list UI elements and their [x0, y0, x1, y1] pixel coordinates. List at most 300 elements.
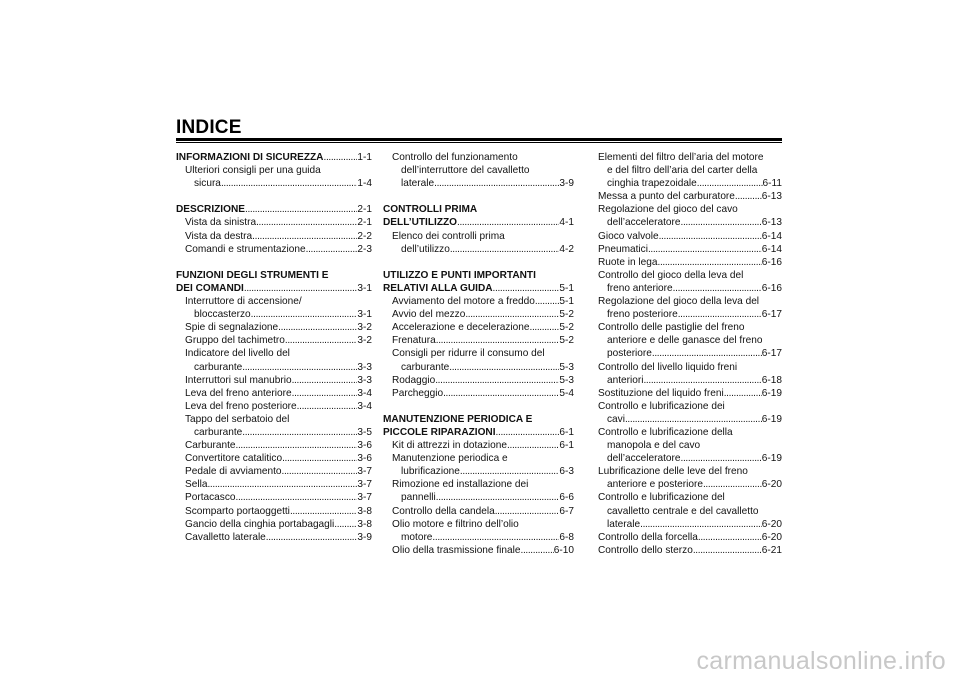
- toc-entry[interactable]: [383, 505, 574, 518]
- dot-leader: [507, 439, 559, 452]
- page-number: 6-20: [761, 479, 782, 491]
- page-number: 6-13: [761, 191, 782, 203]
- page-number: 6-21: [761, 544, 782, 556]
- dot-leader: [236, 491, 358, 504]
- toc-entry[interactable]: [598, 203, 782, 229]
- toc-entry[interactable]: [176, 347, 372, 373]
- toc-entry-text: cavalletto centrale e del cavalletto: [607, 505, 759, 517]
- toc-entry[interactable]: [383, 203, 574, 229]
- toc-entry-text: anteriore e delle ganasce del freno: [607, 335, 763, 347]
- toc-line: [598, 361, 782, 374]
- toc-line: [383, 164, 574, 177]
- toc-entry-text: Olio della trasmissione finale: [392, 544, 521, 556]
- dot-leader: [245, 203, 357, 216]
- toc-entry-text: Leva del freno posteriore: [185, 400, 297, 412]
- toc-entry[interactable]: [176, 505, 372, 518]
- toc-entry[interactable]: [598, 190, 782, 203]
- toc-line: [176, 439, 372, 452]
- dot-leader: [334, 518, 357, 531]
- toc-entry-text: Indicatore del livello del: [185, 348, 290, 360]
- page-number: 5-4: [559, 387, 574, 399]
- page-number: 6-3: [559, 466, 574, 478]
- toc-line: [383, 491, 574, 504]
- dot-leader: [450, 243, 560, 256]
- toc-entry[interactable]: [176, 151, 372, 164]
- toc-entry[interactable]: [383, 518, 574, 544]
- toc-line: [598, 151, 782, 164]
- toc-entry[interactable]: [176, 321, 372, 334]
- dot-leader: [436, 491, 560, 504]
- page-number: 6-10: [553, 544, 574, 556]
- page-number: 1-1: [357, 152, 372, 163]
- toc-entry[interactable]: [176, 216, 372, 229]
- toc-entry[interactable]: [383, 478, 574, 504]
- toc-entry-text: Frenatura: [392, 335, 436, 347]
- dot-leader: [292, 374, 358, 387]
- toc-heading-text: INFORMAZIONI DI SICUREZZA: [176, 152, 324, 163]
- toc-line: [598, 269, 782, 282]
- dot-leader: [681, 452, 762, 465]
- section-gap: [383, 400, 574, 413]
- toc-entry-text: Pneumatici: [598, 243, 648, 255]
- toc-entry-text: carburante: [401, 361, 450, 373]
- toc-line: [176, 151, 372, 164]
- toc-line: [383, 177, 574, 190]
- toc-entry[interactable]: [383, 452, 574, 478]
- dot-leader: [282, 452, 357, 465]
- dot-leader: [681, 216, 762, 229]
- toc-entry-text: Kit di attrezzi in dotazione: [392, 440, 508, 452]
- toc-line: [598, 400, 782, 413]
- toc-heading-text: PICCOLE RIPARAZIONI: [383, 426, 496, 438]
- toc-line: [176, 308, 372, 321]
- toc-entry[interactable]: [383, 269, 574, 295]
- toc-line: [598, 216, 782, 229]
- toc-line: [176, 491, 372, 504]
- toc-entry-text: Controllo del funzionamento: [392, 152, 518, 163]
- toc-line: [598, 452, 782, 465]
- dot-leader: [493, 282, 560, 295]
- toc-entry-text: Carburante: [185, 440, 236, 452]
- toc-entry-text: posteriore: [607, 348, 652, 360]
- page-number: 5-2: [559, 335, 574, 347]
- toc-line: [598, 505, 782, 518]
- dot-leader: [735, 190, 762, 203]
- toc-entry-text: Comandi e strumentazione: [185, 243, 306, 255]
- toc-entry-text: Rimozione ed installazione dei: [392, 479, 529, 491]
- toc-entry-text: Vista da destra: [185, 230, 253, 242]
- page-number: 3-9: [357, 531, 372, 543]
- watermark-text: carmanualsonline.info: [696, 647, 946, 675]
- toc-entry[interactable]: [176, 452, 372, 465]
- toc-entry-text: Gancio della cinghia portabagagli: [185, 518, 335, 530]
- page-number: 5-3: [559, 374, 574, 386]
- toc-line: [598, 439, 782, 452]
- toc-entry[interactable]: [598, 387, 782, 400]
- toc-line: [598, 308, 782, 321]
- toc-entry[interactable]: [176, 230, 372, 243]
- toc-entry-text: pannelli: [401, 492, 436, 504]
- toc-entry[interactable]: [176, 478, 372, 491]
- toc-entry[interactable]: [598, 321, 782, 360]
- dot-leader: [252, 230, 357, 243]
- page-number: 3-7: [357, 479, 372, 491]
- dot-leader: [306, 243, 358, 256]
- page-number: 3-7: [357, 492, 372, 504]
- toc-line: [598, 347, 782, 360]
- toc-entry[interactable]: [176, 243, 372, 256]
- toc-entry-text: anteriori: [607, 374, 644, 386]
- page-number: 6-19: [761, 413, 782, 425]
- dot-leader: [673, 282, 762, 295]
- toc-entry[interactable]: [598, 151, 782, 190]
- toc-entry-text: dell’acceleratore: [607, 453, 681, 465]
- toc-entry-text: Gioco valvole: [598, 230, 659, 242]
- page-number: 6-16: [761, 282, 782, 294]
- toc-line: [176, 164, 372, 177]
- toc-entry-text: Cavalletto laterale: [185, 531, 266, 543]
- toc-entry[interactable]: [176, 465, 372, 478]
- toc-line: [176, 387, 372, 400]
- toc-entry[interactable]: [176, 164, 372, 190]
- page-number: 3-4: [357, 400, 372, 412]
- toc-entry-text: Olio motore e filtrino dell’olio: [392, 518, 519, 530]
- toc-entry[interactable]: [598, 295, 782, 321]
- toc-entry-text: Pedale di avviamento: [185, 466, 282, 478]
- toc-line: [383, 230, 574, 243]
- page-number: 6-13: [761, 217, 782, 229]
- toc-entry-text: freno posteriore: [607, 309, 678, 321]
- toc-entry[interactable]: [598, 465, 782, 491]
- page-number: 3-7: [357, 466, 372, 478]
- toc-entry-text: motore: [401, 531, 433, 543]
- toc-entry-text: Portacasco: [185, 492, 236, 504]
- toc-entry[interactable]: [383, 230, 574, 256]
- toc-line: [598, 243, 782, 256]
- dot-leader: [697, 177, 763, 190]
- dot-leader: [244, 282, 358, 295]
- toc-entry-text: Controllo e lubrificazione del: [598, 492, 725, 504]
- toc-entry[interactable]: [176, 518, 372, 531]
- toc-line: [383, 243, 574, 256]
- dot-leader: [643, 374, 761, 387]
- title-rule: [176, 138, 782, 141]
- toc-entry-text: freno anteriore: [607, 282, 673, 294]
- toc-entry[interactable]: [598, 544, 782, 557]
- page-number: 6-19: [761, 453, 782, 465]
- page-number: 3-4: [357, 387, 372, 399]
- dot-leader: [290, 505, 357, 518]
- page-number: 3-1: [357, 309, 372, 321]
- page-number: 3-2: [357, 335, 372, 347]
- page-number: 4-1: [559, 217, 574, 229]
- dot-leader: [659, 230, 762, 243]
- dot-leader: [465, 308, 559, 321]
- toc-entry[interactable]: [176, 439, 372, 452]
- page-number: 6-20: [761, 518, 782, 530]
- dot-leader: [652, 347, 762, 360]
- page-number: 5-1: [559, 282, 574, 294]
- toc-line: [383, 387, 574, 400]
- toc-heading-text: FUNZIONI DEGLI STRUMENTI E: [176, 269, 329, 281]
- toc-entry[interactable]: [598, 400, 782, 426]
- page-number: 3-6: [357, 453, 372, 465]
- toc-entry-text: Lubrificazione delle leve del freno: [598, 466, 748, 478]
- toc-line: [598, 282, 782, 295]
- toc-line: [598, 491, 782, 504]
- dot-leader: [535, 295, 560, 308]
- toc-entry-text: Controllo e lubrificazione dei: [598, 400, 725, 412]
- toc-line: [598, 374, 782, 387]
- toc-entry-text: Manutenzione periodica e: [392, 453, 508, 465]
- toc-entry[interactable]: [598, 531, 782, 544]
- toc-entry[interactable]: [383, 295, 574, 308]
- toc-line: [383, 269, 574, 282]
- dot-leader: [529, 321, 559, 334]
- dot-leader: [625, 413, 762, 426]
- dot-leader: [436, 334, 560, 347]
- toc-entry[interactable]: [176, 374, 372, 387]
- toc-entry-text: Rodaggio: [392, 374, 436, 386]
- dot-leader: [457, 216, 559, 229]
- toc-heading-text: RELATIVI ALLA GUIDA: [383, 282, 493, 294]
- toc-entry[interactable]: [383, 334, 574, 347]
- toc-line: [598, 478, 782, 491]
- toc-entry-text: laterale: [607, 518, 641, 530]
- toc-entry[interactable]: [383, 347, 574, 373]
- toc-entry-text: lubrificazione: [401, 466, 460, 478]
- toc-line: [383, 478, 574, 491]
- toc-entry[interactable]: [383, 321, 574, 334]
- toc-entry[interactable]: [598, 230, 782, 243]
- dot-leader: [282, 465, 358, 478]
- toc-line: [176, 216, 372, 229]
- toc-line: [176, 282, 372, 295]
- dot-leader: [251, 308, 358, 321]
- toc-entry-text: Controllo della forcella: [598, 531, 698, 543]
- dot-leader: [443, 387, 559, 400]
- toc-line: [383, 531, 574, 544]
- toc-entry-text: dell’interruttore del cavalletto: [401, 165, 530, 177]
- page-number: 3-8: [357, 505, 372, 517]
- toc-line: [383, 216, 574, 229]
- page-number: 6-1: [559, 440, 574, 452]
- toc-entry-text: Interruttore di accensione/: [185, 296, 302, 308]
- toc-entry-text: Avvio del mezzo: [392, 309, 466, 321]
- toc-entry-text: Elementi del filtro dell’aria del motore: [598, 152, 764, 163]
- dot-leader: [278, 321, 357, 334]
- toc-entry-text: e del filtro dell’aria del carter della: [607, 165, 758, 177]
- section-gap: [176, 190, 372, 203]
- page-number: 3-2: [357, 322, 372, 334]
- toc-entry[interactable]: [598, 243, 782, 256]
- toc-line: [598, 177, 782, 190]
- toc-entry[interactable]: [176, 269, 372, 295]
- toc-entry[interactable]: [383, 439, 574, 452]
- toc-entry-text: Sostituzione del liquido freni: [598, 387, 724, 399]
- page-number: 3-9: [559, 178, 574, 190]
- toc-line: [176, 452, 372, 465]
- toc-entry-text: anteriore e posteriore: [607, 479, 703, 491]
- toc-line: [383, 151, 574, 164]
- page-number: 2-2: [357, 230, 372, 242]
- toc-line: [598, 256, 782, 269]
- toc-entry-text: Elenco dei controlli prima: [392, 230, 505, 242]
- section-gap: [383, 190, 574, 203]
- toc-entry-text: Regolazione del gioco della leva del: [598, 296, 760, 308]
- page-number: 6-18: [761, 374, 782, 386]
- toc-entry-text: cavi: [607, 413, 625, 425]
- toc-entry-text: Ruote in lega: [598, 256, 658, 268]
- page-number: 6-6: [559, 492, 574, 504]
- toc-entry[interactable]: [176, 491, 372, 504]
- page-number: 2-3: [357, 243, 372, 255]
- dot-leader: [495, 505, 560, 518]
- toc-line: [383, 544, 574, 557]
- toc-entry[interactable]: [176, 531, 372, 544]
- toc-line: [598, 531, 782, 544]
- dot-leader: [242, 426, 357, 439]
- page-number: 6-16: [761, 256, 782, 268]
- page-number: 5-2: [559, 322, 574, 334]
- dot-leader: [693, 544, 762, 557]
- toc-entry[interactable]: [598, 426, 782, 465]
- dot-leader: [256, 216, 357, 229]
- toc-line: [383, 321, 574, 334]
- toc-entry-text: cinghia trapezoidale: [607, 178, 697, 190]
- toc-line: [598, 413, 782, 426]
- toc-entry[interactable]: [176, 203, 372, 216]
- dot-leader: [678, 308, 762, 321]
- toc-entry[interactable]: [176, 387, 372, 400]
- toc-line: [176, 465, 372, 478]
- toc-entry-text: Controllo del livello liquido freni: [598, 361, 738, 373]
- toc-line: [176, 295, 372, 308]
- toc-entry-text: Regolazione del gioco del cavo: [598, 204, 738, 216]
- toc-line: [383, 308, 574, 321]
- page-number: 6-17: [761, 309, 782, 321]
- toc-column-1: [176, 151, 372, 544]
- dot-leader: [432, 531, 559, 544]
- dot-leader: [285, 334, 358, 347]
- toc-entry[interactable]: [598, 256, 782, 269]
- toc-entry[interactable]: [383, 544, 574, 557]
- toc-line: [176, 505, 372, 518]
- dot-leader: [520, 544, 553, 557]
- toc-line: [598, 426, 782, 439]
- page-number: 5-1: [559, 296, 574, 308]
- toc-entry-text: Parcheggio: [392, 387, 444, 399]
- toc-line: [598, 295, 782, 308]
- toc-entry-text: sicura: [194, 178, 221, 190]
- page-number: 6-1: [559, 426, 574, 438]
- toc-line: [598, 465, 782, 478]
- toc-line: [383, 505, 574, 518]
- toc-line: [383, 426, 574, 439]
- toc-entry-text: Vista da sinistra: [185, 217, 257, 229]
- toc-line: [176, 334, 372, 347]
- toc-line: [598, 334, 782, 347]
- toc-line: [598, 190, 782, 203]
- toc-entry-text: Leva del freno anteriore: [185, 387, 292, 399]
- toc-line: [176, 478, 372, 491]
- title-rule-thin: [176, 142, 782, 143]
- toc-entry[interactable]: [383, 387, 574, 400]
- toc-entry[interactable]: [383, 413, 574, 439]
- page-number: 5-2: [559, 309, 574, 321]
- toc-line: [598, 544, 782, 557]
- toc-entry-text: Controllo della candela: [392, 505, 495, 517]
- dot-leader: [648, 243, 762, 256]
- toc-line: [176, 347, 372, 360]
- toc-line: [598, 321, 782, 334]
- toc-entry-text: Interruttori sul manubrio: [185, 374, 292, 386]
- toc-heading-text: DELL’UTILIZZO: [383, 217, 458, 229]
- toc-entry[interactable]: [598, 361, 782, 387]
- toc-entry[interactable]: [176, 413, 372, 439]
- page-number: 2-1: [357, 217, 372, 229]
- dot-leader: [724, 387, 762, 400]
- page-number: 3-8: [357, 518, 372, 530]
- page-title: INDICE: [176, 117, 242, 138]
- toc-entry[interactable]: [176, 334, 372, 347]
- page-number: 1-4: [357, 178, 372, 190]
- page-number: 6-7: [559, 505, 574, 517]
- dot-leader: [221, 177, 357, 190]
- toc-entry[interactable]: [383, 308, 574, 321]
- toc-line: [176, 413, 372, 426]
- toc-entry[interactable]: [176, 400, 372, 413]
- toc-line: [176, 269, 372, 282]
- toc-entry-text: Accelerazione e decelerazione: [392, 322, 530, 334]
- toc-entry[interactable]: [383, 374, 574, 387]
- page-number: 2-1: [357, 204, 372, 216]
- toc-line: [176, 518, 372, 531]
- toc-entry[interactable]: [383, 151, 574, 190]
- toc-line: [383, 347, 574, 360]
- page-number: 3-3: [357, 361, 372, 373]
- toc-entry-text: Sella: [185, 479, 208, 491]
- toc-line: [383, 452, 574, 465]
- page-number: 3-1: [357, 282, 372, 294]
- toc-entry[interactable]: [176, 295, 372, 321]
- page-number: 3-3: [357, 374, 372, 386]
- dot-leader: [236, 439, 358, 452]
- dot-leader: [434, 177, 559, 190]
- dot-leader: [207, 478, 357, 491]
- toc-entry-text: Spie di segnalazione: [185, 322, 279, 334]
- toc-line: [598, 518, 782, 531]
- dot-leader: [449, 361, 559, 374]
- toc-line: [176, 321, 372, 334]
- section-gap: [176, 256, 372, 269]
- dot-leader: [297, 400, 358, 413]
- toc-entry-text: dell’acceleratore: [607, 217, 681, 229]
- toc-entry-text: Tappo del serbatoio del: [185, 413, 290, 425]
- toc-entry-text: Ulteriori consigli per una guida: [185, 165, 321, 177]
- toc-entry-text: Controllo del gioco della leva del: [598, 269, 744, 281]
- page-number: 6-14: [761, 230, 782, 242]
- page-number: 6-17: [761, 348, 782, 360]
- page-number: 6-20: [761, 531, 782, 543]
- toc-entry[interactable]: [598, 491, 782, 530]
- toc-heading-text: UTILIZZO E PUNTI IMPORTANTI: [383, 269, 536, 281]
- toc-line: [383, 282, 574, 295]
- toc-entry[interactable]: [598, 269, 782, 295]
- toc-line: [598, 230, 782, 243]
- toc-line: [176, 361, 372, 374]
- dot-leader: [435, 374, 559, 387]
